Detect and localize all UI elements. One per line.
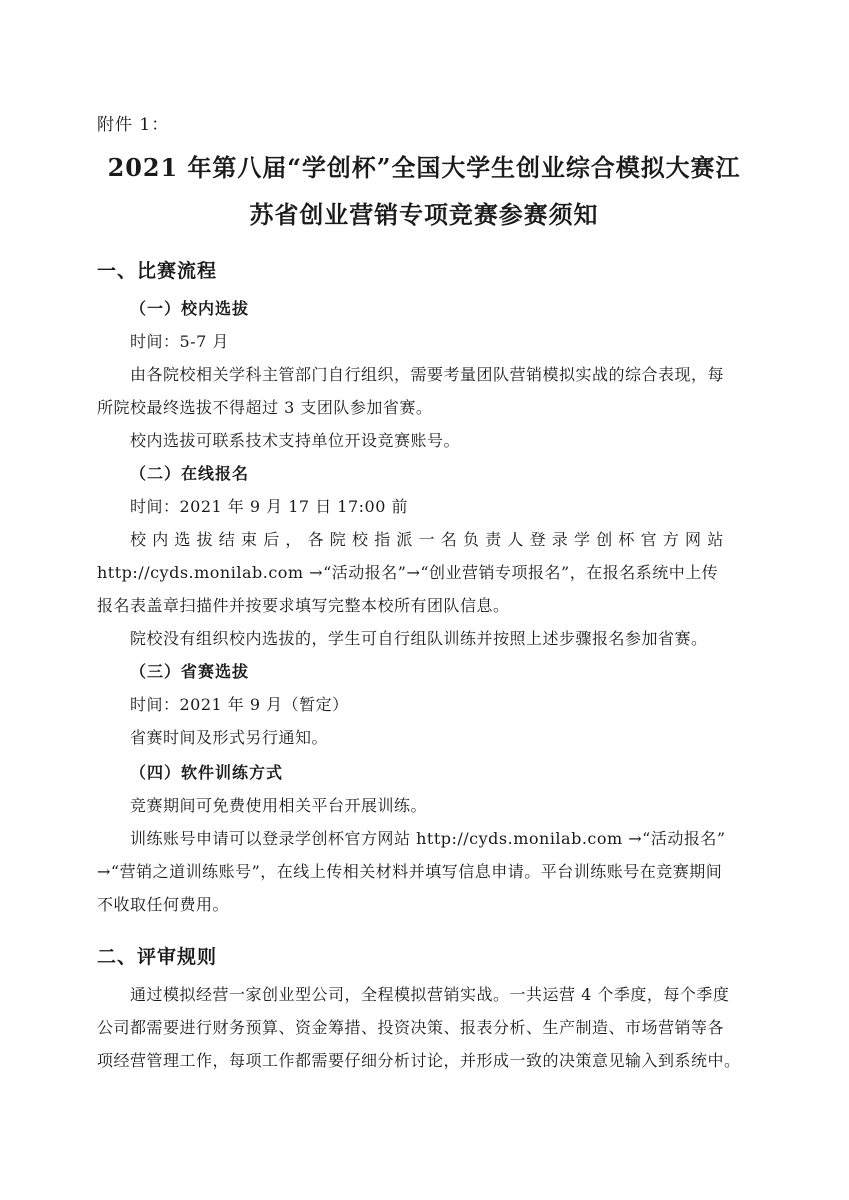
online-registration-para-line-1 [130,527,752,550]
software-training-para-2-line-1: 训练账号申请可以登录学创杯官方网站 http://cyds.monilab.com →“活动报名” [130,829,726,848]
software-training-para-1: 竞赛期间可免费使用相关平台开展训练。 [130,796,428,815]
subsection-heading-campus-selection: （一）校内选拔 [130,299,250,318]
section-heading-judging-rules: 二、评审规则 [97,946,218,968]
provincial-selection-note: 省赛时间及形式另行通知。 [130,728,329,747]
online-registration-para-line-3: 报名表盖章扫描件并按要求填写完整本校所有团队信息。 [97,596,510,615]
campus-selection-note: 校内选拔可联系技术支持单位开设竞赛账号。 [130,431,461,450]
campus-selection-time: 时间：5-7 月 [130,332,229,351]
online-registration-note: 院校没有组织校内选拔的，学生可自行组队训练并按照上述步骤报名参加省赛。 [130,629,708,648]
subsection-heading-provincial-selection: （三）省赛选拔 [130,662,250,681]
attachment-label: 附件 1： [97,115,170,135]
online-registration-time: 时间：2021 年 9 月 17 日 17:00 前 [130,497,408,516]
software-training-para-2-line-3: 不收取任何费用。 [97,895,230,914]
campus-selection-para-line-1: 由各院校相关学科主管部门自行组织，需要考量团队营销模拟实战的综合表现，每 [130,365,725,384]
section-heading-process: 一、比赛流程 [97,260,218,282]
online-registration-para-line-2: http://cyds.monilab.com →“活动报名”→“创业营销专项报名”，在报名系统中上传 [97,563,719,582]
document-title-line-1: 2021 年第八届“学创杯”全国大学生创业综合模拟大赛江 [107,154,741,182]
campus-selection-para-line-2: 所院校最终选拔不得超过 3 支团队参加省赛。 [97,398,433,417]
document-title-line-2: 苏省创业营销专项竞赛参赛须知 [249,201,599,229]
judging-rules-para-line-1: 通过模拟经营一家创业型公司，全程模拟营销实战。一共运营 4 个季度，每个季度 [130,985,730,1004]
subsection-heading-software-training: （四）软件训练方式 [130,763,284,782]
judging-rules-para-line-3: 项经营管理工作，每项工作都需要仔细分析讨论，并形成一致的决策意见输入到系统中。 [97,1051,741,1070]
software-training-para-2-line-2: →“营销之道训练账号”，在线上传相关材料并填写信息申请。平台训练账号在竞赛期间 [97,862,723,881]
judging-rules-para-line-2: 公司都需要进行财务预算、资金筹措、投资决策、报表分析、生产制造、市场营销等各 [97,1018,725,1037]
subsection-heading-online-registration: （二）在线报名 [130,464,250,483]
provincial-selection-time: 时间：2021 年 9 月（暂定） [130,695,349,714]
online-registration-para-line-1-text: 校内选拔结束后，各院校指派一名负责人登录学创杯官方网站 [130,530,730,549]
